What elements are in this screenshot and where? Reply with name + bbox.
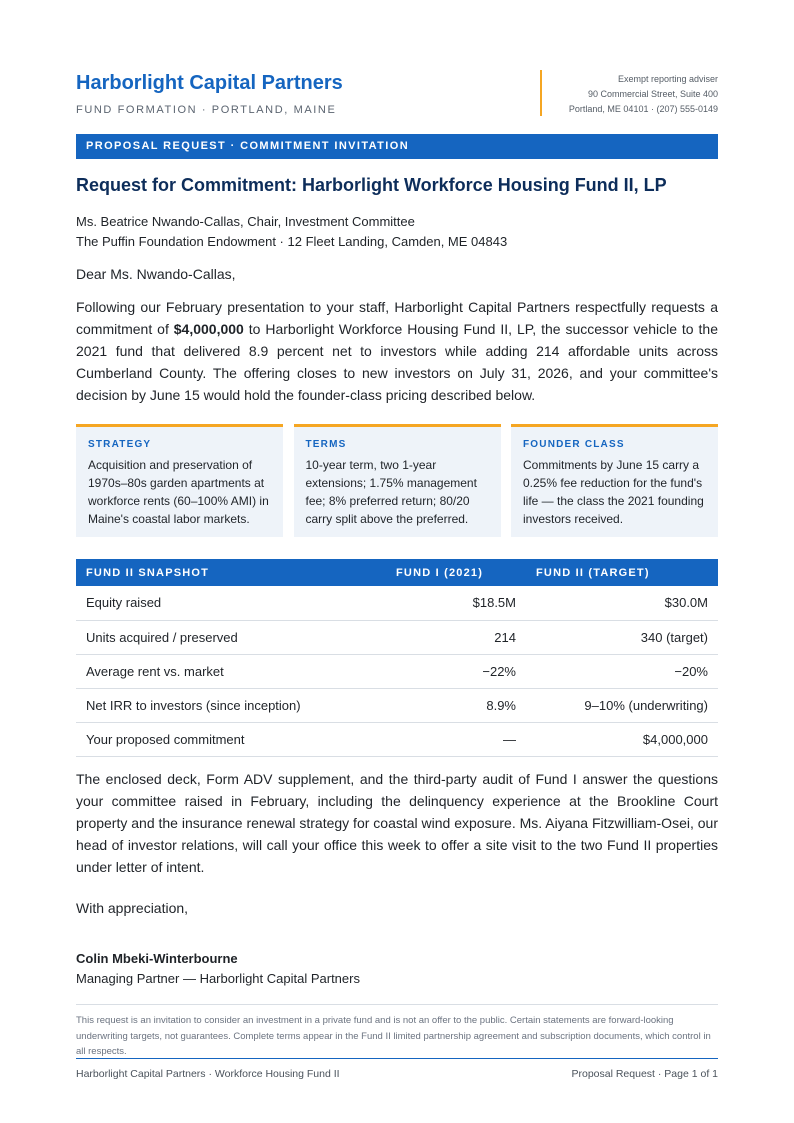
fund-ii-value: −20%: [526, 654, 718, 688]
column-header: FUND II (TARGET): [526, 559, 718, 586]
row-label: Units acquired / preserved: [76, 620, 386, 654]
recipient-name: Ms. Beatrice Nwando-Callas, Chair, Investment Committee: [76, 214, 415, 229]
card-body: Acquisition and preservation of 1970s–80s garden apartments at workforce rents (60–100% AMI) in Maine's coastal labor markets.: [88, 458, 269, 526]
fund-ii-value: 340 (target): [526, 620, 718, 654]
footer-left: Harborlight Capital Partners · Workforce Housing Fund II: [76, 1068, 340, 1080]
table-row: [76, 654, 718, 688]
signatory-name: Colin Mbeki-Winterbourne: [76, 951, 238, 966]
fund-ii-value: 9–10% (underwriting): [526, 688, 718, 722]
signatory-role: Managing Partner — Harborlight Capital Partners: [76, 971, 360, 986]
recipient-block: [76, 212, 507, 252]
footer-divider: [76, 1004, 718, 1005]
card-heading: TERMS: [305, 439, 347, 450]
intro-text-after: to Harborlight Workforce Housing Fund II, LP, the successor vehicle to the 2021 fund that delivered 8.9 percent net to investors while adding 214 affordable units across Cumberland County. The offering closes to new investors on July 31, 2026, and your committee's decision by June 15 would hold the founder-class pricing described below.: [76, 321, 718, 403]
column-header: FUND I (2021): [386, 559, 526, 586]
card-heading: STRATEGY: [88, 439, 152, 450]
fund-i-value: 214: [386, 620, 526, 654]
strategy-card: [76, 424, 283, 537]
card-heading: FOUNDER CLASS: [523, 439, 625, 450]
intro-text-before: Following our February presentation to your staff, Harborlight Capital Partners respectfully requests a commitment of: [76, 299, 718, 337]
document-banner: PROPOSAL REQUEST · COMMITMENT INVITATION: [76, 134, 718, 159]
fund-ii-value: $4,000,000: [526, 722, 718, 756]
column-header: FUND II SNAPSHOT: [76, 559, 386, 586]
fund-i-value: —: [386, 722, 526, 756]
letterhead: [76, 70, 718, 120]
header-divider: [540, 70, 542, 116]
commitment-amount: $4,000,000: [173, 321, 244, 337]
table-row: [76, 620, 718, 654]
salutation: Dear Ms. Nwando-Callas,: [76, 266, 236, 282]
row-label: Net IRR to investors (since inception): [76, 688, 386, 722]
fund-snapshot-table: [76, 559, 718, 757]
row-label: Average rent vs. market: [76, 654, 386, 688]
fund-ii-value: $30.0M: [526, 586, 718, 620]
disclaimer: This request is an invitation to consider an investment in a private fund and is not an offer to the public. Certain statements are forward-looking underwriting targets, not guarantees. Complete terms appear in the Fund II limited partnership agreement and subscription documents, which control in all respects.: [76, 1015, 711, 1057]
fund-i-value: −22%: [386, 654, 526, 688]
card-body: Commitments by June 15 carry a 0.25% fee reduction for the fund's life — the class the 2021 founding investors received.: [523, 458, 704, 526]
firm-address: [569, 72, 718, 117]
fund-i-value: $18.5M: [386, 586, 526, 620]
founder-class-card: [511, 424, 718, 537]
address-line: Exempt reporting adviser: [617, 74, 718, 84]
firm-name: Harborlight Capital Partners: [76, 72, 343, 94]
body-paragraph: The enclosed deck, Form ADV supplement, and the third-party audit of Fund I answer the questions your committee raised in February, including the delinquency experience at the Brookline Court property and the insurance renewal strategy for coastal wind exposure. Ms. Aiyana Fitzwilliam-Osei, our head of investor relations, will call your office this week to offer a site visit to the two Fund II properties under letter of intent.: [76, 771, 718, 875]
footer-page-number: Proposal Request · Page 1 of 1: [571, 1068, 718, 1080]
card-body: 10-year term, two 1-year extensions; 1.75% management fee; 8% preferred return; 80/20 carry split above the preferred.: [305, 458, 477, 526]
recipient-address: The Puffin Foundation Endowment · 12 Fleet Landing, Camden, ME 04843: [76, 234, 508, 249]
firm-tagline: FUND FORMATION · PORTLAND, MAINE: [76, 104, 337, 116]
fund-i-value: 8.9%: [386, 688, 526, 722]
table-row: [76, 688, 718, 722]
document-title: Request for Commitment: Harborlight Workforce Housing Fund II, LP: [76, 175, 667, 195]
highlight-cards: [76, 424, 718, 537]
intro-paragraph: [76, 296, 718, 406]
table-header-row: [76, 559, 718, 586]
row-label: Equity raised: [76, 586, 386, 620]
footer-rule: [76, 1058, 718, 1059]
row-label: Your proposed commitment: [76, 722, 386, 756]
table-row: [76, 586, 718, 620]
table-row: [76, 722, 718, 756]
closing: With appreciation,: [76, 900, 189, 916]
terms-card: [294, 424, 501, 537]
address-line: 90 Commercial Street, Suite 400: [587, 89, 718, 99]
address-line: Portland, ME 04101 · (207) 555-0149: [568, 104, 718, 114]
